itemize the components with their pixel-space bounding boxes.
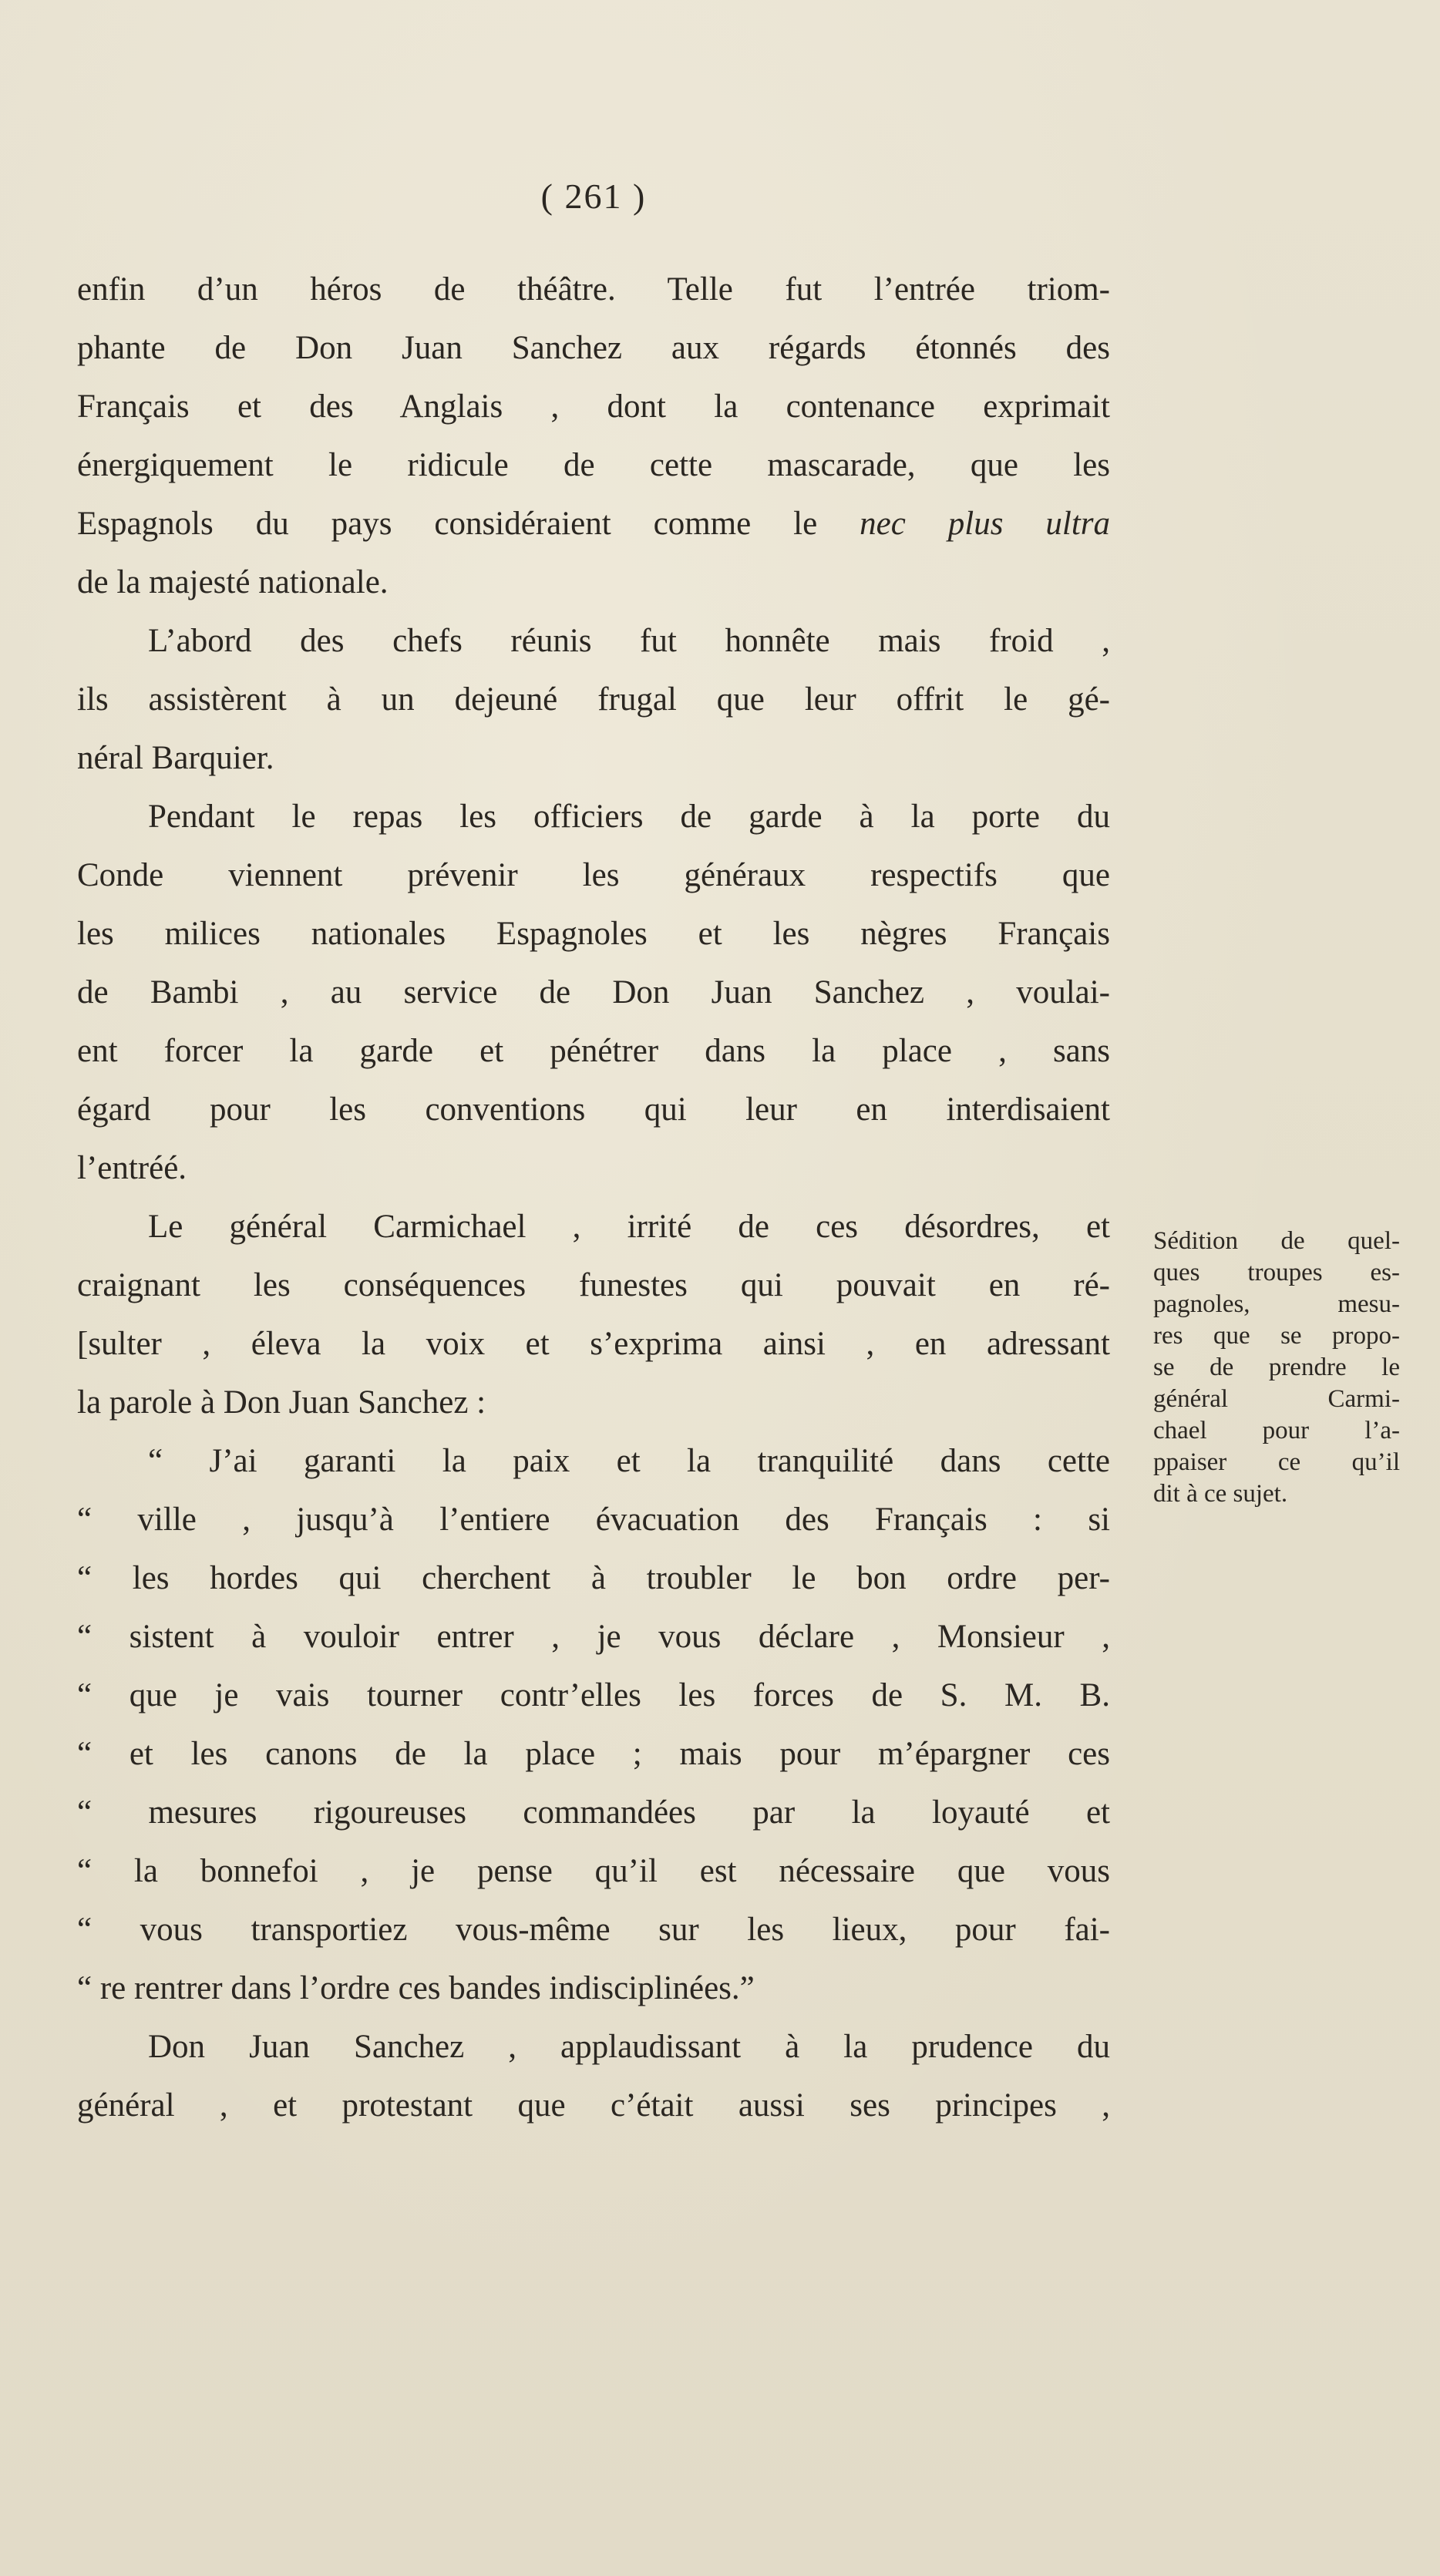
text-line	[77, 495, 1110, 553]
margin-note-line: général Carmi-	[1153, 1385, 1400, 1413]
text-line: les milices nationales Espagnoles et les nègres Français	[77, 916, 1110, 952]
quote-line: “ que je vais tourner contr’elles les forces de S. M. B.	[77, 1677, 1110, 1713]
margin-note-line: chael pour l’a-	[1153, 1417, 1400, 1444]
text-line: Pendant le repas les officiers de garde à la porte du	[148, 799, 1110, 835]
quote-line: “ les hordes qui cherchent à troubler le bon ordre per-	[77, 1560, 1110, 1596]
text-line: général , et protestant que c’était aussi ses principes ,	[77, 2087, 1110, 2124]
text-line: enfin d’un héros de théâtre. Telle fut l’entrée triom-	[77, 271, 1110, 308]
text-line: Le général Carmichael , irrité de ces désordres, et	[148, 1209, 1110, 1245]
text-line: l’entréé.	[77, 1150, 187, 1186]
text-line: Don Juan Sanchez , applaudissant à la prudence du	[148, 2029, 1110, 2065]
quote-line: “ J’ai garanti la paix et la tranquilité dans cette	[148, 1443, 1110, 1479]
quote-line: “ sistent à vouloir entrer , je vous déclare , Monsieur ,	[77, 1619, 1110, 1655]
text-line: de la majesté nationale.	[77, 564, 389, 600]
margin-note-line: se de prendre le	[1153, 1354, 1400, 1381]
main-text	[77, 261, 1110, 2135]
margin-note-line: res que se propo-	[1153, 1322, 1400, 1350]
text-line: [sulter , éleva la voix et s’exprima ainsi , en adressant	[77, 1326, 1110, 1362]
quote-line: “ re rentrer dans l’ordre ces bandes indisciplinées.”	[77, 1970, 755, 2006]
text-line: phante de Don Juan Sanchez aux régards étonnés des	[77, 330, 1110, 366]
text-line: égard pour les conventions qui leur en interdisaient	[77, 1091, 1110, 1128]
italic-phrase: nec plus ultra	[860, 506, 1111, 542]
text-line: L’abord des chefs réunis fut honnête mais froid ,	[148, 623, 1110, 659]
margin-note-line: Sédition de quel-	[1153, 1227, 1400, 1255]
margin-note-line: ques troupes es-	[1153, 1259, 1400, 1286]
text-line: craignant les conséquences funestes qui pouvait en ré-	[77, 1267, 1110, 1303]
margin-note-line: ppaiser ce qu’il	[1153, 1448, 1400, 1476]
margin-note	[1153, 1226, 1400, 1510]
text-line: la parole à Don Juan Sanchez :	[77, 1384, 486, 1421]
text-line: de Bambi , au service de Don Juan Sanchez , voulai-	[77, 974, 1110, 1011]
text-line: énergiquement le ridicule de cette mascarade, que les	[77, 447, 1110, 483]
quote-line: “ vous transportiez vous-même sur les lieux, pour fai-	[77, 1912, 1110, 1948]
quote-line: “ la bonnefoi , je pense qu’il est nécessaire que vous	[77, 1853, 1110, 1889]
text-line: ils assistèrent à un dejeuné frugal que leur offrit le gé-	[77, 681, 1110, 718]
text-line: Conde viennent prévenir les généraux respectifs que	[77, 857, 1110, 893]
quote-line: “ et les canons de la place ; mais pour m’épargner ces	[77, 1736, 1110, 1772]
text-line-part: Espagnols du pays considéraient comme le	[77, 506, 818, 542]
text-line: néral Barquier.	[77, 740, 274, 776]
text-line: ent forcer la garde et pénétrer dans la place , sans	[77, 1033, 1110, 1069]
page-number: ( 261 )	[540, 177, 647, 216]
quote-line: “ mesures rigoureuses commandées par la loyauté et	[77, 1794, 1110, 1831]
quote-line: “ ville , jusqu’à l’entiere évacuation des Français : si	[77, 1502, 1110, 1538]
text-line: Français et des Anglais , dont la contenance exprimait	[77, 388, 1110, 425]
margin-note-line: pagnoles, mesu-	[1153, 1290, 1400, 1318]
margin-note-line: dit à ce sujet.	[1153, 1480, 1288, 1508]
